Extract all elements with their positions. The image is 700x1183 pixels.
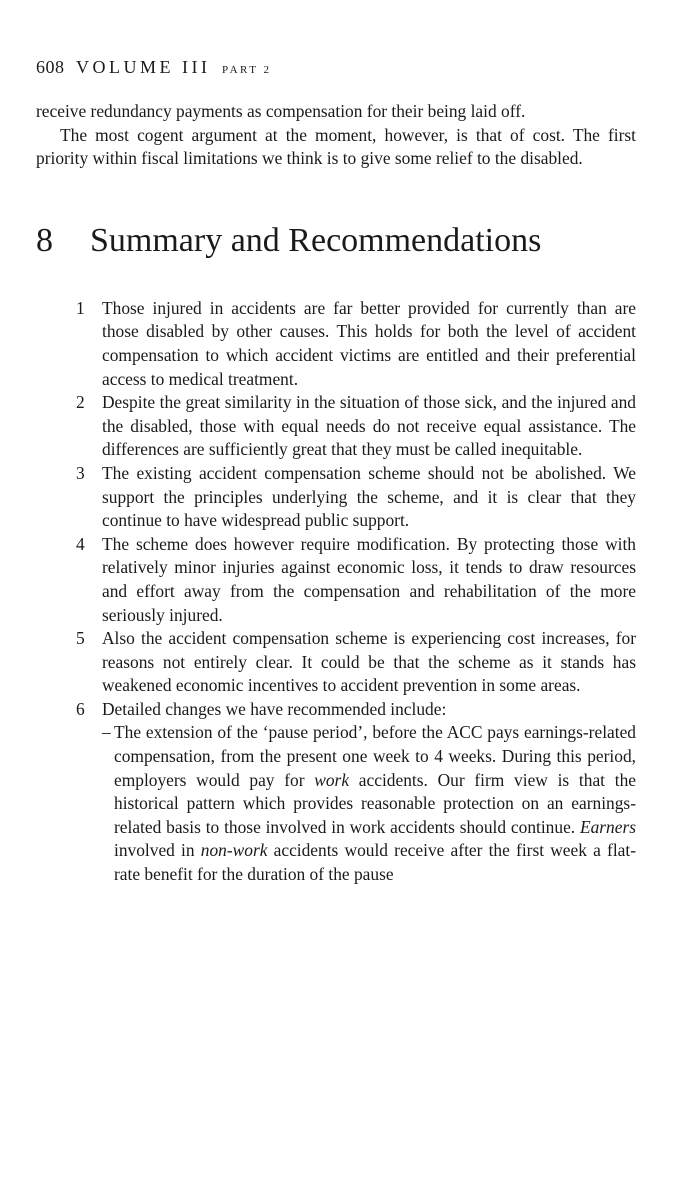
sub-text-4: accidents would receive after the first week a flat-rate benefit for the duration of the pause	[114, 840, 636, 885]
section-heading	[36, 221, 636, 261]
item-body	[102, 698, 636, 887]
item-number: 2	[76, 392, 85, 413]
item-text: The scheme does however require modification. By protecting those with relatively minor injuries against economic loss, it tends to draw resources and effort away from the compensation and rehabilitation of the more seriously injured.	[102, 533, 636, 625]
sub-text-3: involved in	[114, 840, 201, 861]
sub-item-text	[114, 721, 636, 886]
list-item	[76, 297, 636, 391]
section-title: Summary and Recommendations	[90, 221, 542, 259]
item-text: Also the accident compensation scheme is experiencing cost increases, for reasons not entirely clear. It could be that the scheme as it stands has weakened economic incentives to accident prevention in some areas.	[102, 628, 636, 696]
page-number: 608	[36, 57, 65, 77]
section-number: 8	[36, 221, 53, 259]
item-number: 3	[76, 462, 85, 483]
list-item	[76, 391, 636, 462]
recommendations-list	[36, 297, 636, 887]
list-item	[76, 462, 636, 533]
item-text: The existing accident compensation scheme should not be abolished. We support the principles underlying the scheme, and it is clear that they continue to have widespread public support.	[102, 462, 636, 531]
item-text: Those injured in accidents are far better provided for currently than are those disabled by other causes. This holds for both the level of accident compensation to which accident victims are entitled and their preferential access to medical treatment.	[102, 297, 636, 389]
list-item	[76, 627, 636, 698]
volume-label: VOLUME III	[76, 57, 211, 77]
sub-text-1: The extension of the ‘pause period’, before the ACC pays earnings-related compensation, from the present one week to 4 weeks. During this period, employers would pay for	[114, 722, 636, 790]
intro-paragraph-2: The most cogent argument at the moment, however, is that of cost. The first priority within fiscal limitations we think is to give some relief to the disabled.	[36, 124, 636, 169]
running-head	[36, 56, 636, 86]
item-number: 1	[76, 297, 85, 318]
page	[36, 56, 636, 887]
part-label: PART 2	[221, 64, 272, 76]
sub-item-dash: –	[102, 722, 111, 743]
sub-item	[102, 721, 636, 886]
item-number: 4	[76, 533, 85, 554]
emphasis-work: work	[314, 769, 350, 790]
sub-text-2: accidents. Our firm view is that the historical pattern which provides reasonable protection on an earnings-related basis to those involved in work accidents should continue.	[114, 769, 636, 837]
list-item	[76, 533, 636, 627]
item-number: 5	[76, 628, 85, 649]
item-text: Despite the great similarity in the situation of those sick, and the injured and the disabled, those with equal needs do not receive equal assistance. The differences are sufficiently great that they must be called inequitable.	[102, 392, 636, 460]
emphasis-non-work: non-work	[200, 840, 268, 861]
list-item	[76, 698, 636, 887]
item-number: 6	[76, 698, 85, 719]
intro-paragraph-1: receive redundancy payments as compensation for their being laid off.	[36, 101, 526, 121]
emphasis-earners: Earners	[579, 816, 636, 837]
item-text: Detailed changes we have recommended include:	[102, 698, 447, 719]
